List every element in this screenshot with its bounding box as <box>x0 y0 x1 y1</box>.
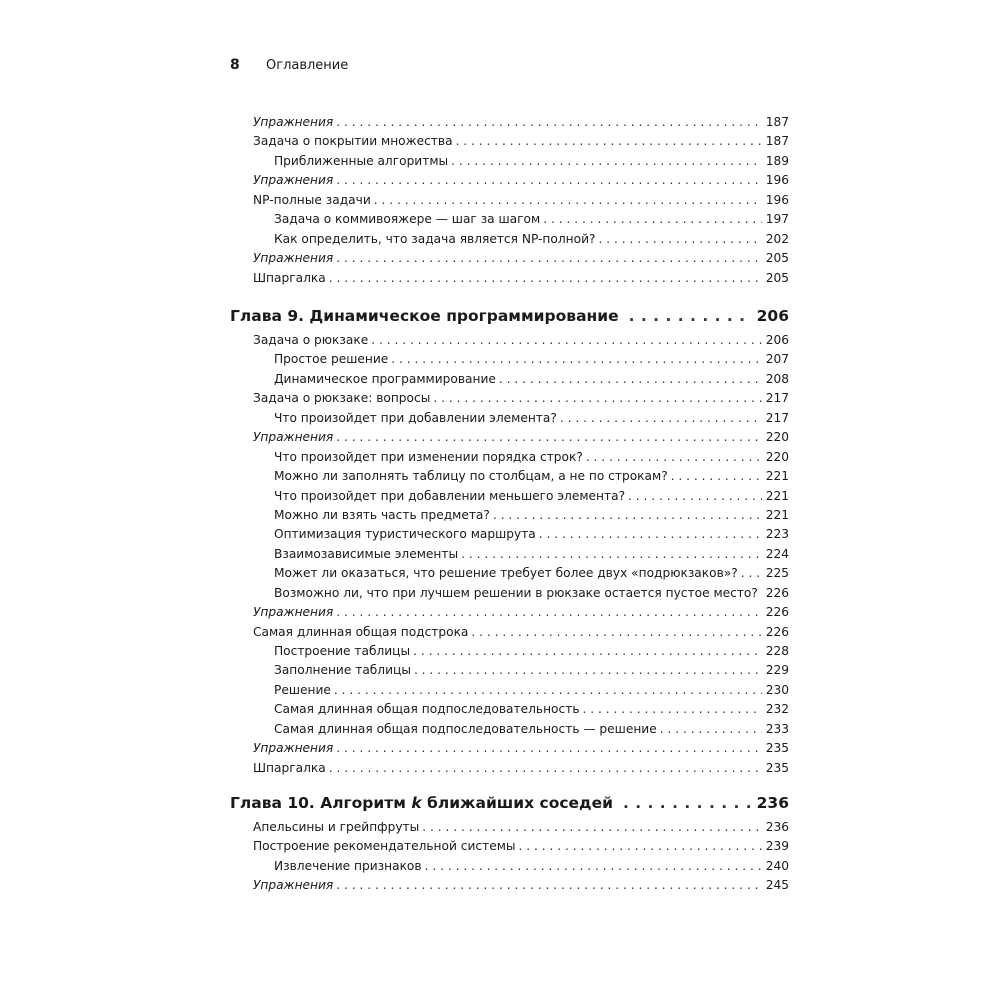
toc-entry[interactable] <box>230 171 789 190</box>
dot-leader <box>413 642 762 661</box>
entry-page: 245 <box>765 878 789 893</box>
page-number: 8 <box>230 57 240 73</box>
entry-page: 235 <box>765 741 789 756</box>
entry-title: Возможно ли, что при лучшем решении в рюкзаке остается пустое место? <box>274 585 758 600</box>
chapter-page: 206 <box>756 307 789 325</box>
entry-page: 187 <box>765 115 789 129</box>
entry-page: 221 <box>765 507 789 522</box>
entry-title: Что произойдет при добавлении меньшего элемента? <box>274 488 626 503</box>
entry-title: Взаимозависимые элементы <box>274 546 459 561</box>
entry-title: Можно ли заполнять таблицу по столбцам, а не по строкам? <box>274 469 668 484</box>
entry-title: Заполнение таблицы <box>274 663 411 678</box>
entry-title: Самая длинная общая подпоследовательность — решение <box>274 721 657 736</box>
dot-leader <box>336 428 761 447</box>
toc-entry[interactable] <box>230 525 789 544</box>
entry-page: 187 <box>765 134 789 149</box>
entry-page: 228 <box>765 644 789 658</box>
entry-title: Шпаргалка <box>253 270 326 285</box>
dot-leader <box>414 661 762 680</box>
entry-title: Апельсины и грейпфруты <box>253 820 420 834</box>
toc-entry[interactable] <box>230 331 789 350</box>
toc-entry[interactable] <box>230 191 789 210</box>
entry-page: 197 <box>765 212 789 227</box>
entry-page: 205 <box>765 270 789 285</box>
toc-entry[interactable] <box>230 467 789 486</box>
chapter-title-suffix: ближайших соседей <box>421 794 613 812</box>
entry-title: Простое решение <box>274 352 389 367</box>
toc-entry[interactable] <box>230 857 789 876</box>
toc-entry[interactable] <box>230 584 789 603</box>
entry-page: 217 <box>765 391 789 406</box>
dot-leader <box>336 739 761 758</box>
entry-page: 207 <box>765 352 789 367</box>
toc-entry[interactable] <box>230 700 789 719</box>
dot-leader <box>499 370 762 389</box>
dot-leader <box>519 837 762 856</box>
dot-leader <box>583 700 762 719</box>
entry-title: Построение таблицы <box>274 644 411 658</box>
entry-title: Задача о рюкзаке <box>253 333 369 347</box>
toc-chapter-9 <box>230 301 789 778</box>
entry-page: 230 <box>765 682 789 697</box>
toc-entry[interactable] <box>230 545 789 564</box>
entry-title: Шпаргалка <box>253 760 326 775</box>
entry-title: Что произойдет при добавлении элемента? <box>274 410 557 425</box>
chapter-title-k: k <box>411 794 422 812</box>
dot-leader <box>451 152 762 171</box>
running-title: Оглавление <box>266 58 349 73</box>
toc-chapter-10 <box>230 788 789 896</box>
dot-leader <box>336 876 761 895</box>
dot-leader <box>628 487 762 506</box>
toc-entry[interactable] <box>230 389 789 408</box>
entry-page: 220 <box>765 430 789 445</box>
toc-entry[interactable] <box>230 642 789 661</box>
toc-entry[interactable] <box>230 350 789 369</box>
dot-leader <box>598 230 761 249</box>
dot-leader <box>543 210 762 229</box>
dot-leader <box>456 132 762 151</box>
entry-page: 206 <box>765 333 789 347</box>
dot-leader <box>425 857 762 876</box>
toc-entry[interactable] <box>230 661 789 680</box>
dot-leader <box>374 191 762 210</box>
entry-page: 225 <box>765 566 789 581</box>
entry-page: 189 <box>765 153 789 168</box>
entry-title: Упражнения <box>253 605 334 620</box>
entry-page: 196 <box>765 192 789 207</box>
entry-page: 226 <box>765 624 789 639</box>
chapter-heading[interactable] <box>230 301 789 331</box>
entry-page: 226 <box>765 605 789 620</box>
toc-entry[interactable] <box>230 487 789 506</box>
entry-page: 223 <box>765 527 789 542</box>
dot-leader <box>741 564 762 583</box>
toc-entry[interactable] <box>230 506 789 525</box>
dot-leader <box>629 301 753 331</box>
dot-leader <box>371 331 762 350</box>
entry-page: 236 <box>765 820 789 834</box>
entry-title: Построение рекомендательной системы <box>253 839 516 854</box>
dot-leader <box>539 525 762 544</box>
toc-entry[interactable] <box>230 249 789 268</box>
entry-page: 217 <box>765 410 789 425</box>
entry-page: 229 <box>765 663 789 678</box>
entry-title: Решение <box>274 682 331 697</box>
dot-leader <box>391 350 761 369</box>
entry-title: Может ли оказаться, что решение требует более двух «подрюкзаков»? <box>274 566 738 581</box>
entry-page: 239 <box>765 839 789 854</box>
entry-title: Приближенные алгоритмы <box>274 153 449 168</box>
entry-title: Упражнения <box>253 115 334 129</box>
chapter-page: 236 <box>756 794 789 812</box>
dot-leader <box>336 249 761 268</box>
dot-leader <box>433 389 761 408</box>
entry-page: 235 <box>765 760 789 775</box>
toc-entry[interactable] <box>230 603 789 622</box>
toc-entry[interactable] <box>230 876 789 895</box>
entry-page: 205 <box>765 251 789 266</box>
toc-entry[interactable] <box>230 564 789 583</box>
toc-entry[interactable] <box>230 448 789 467</box>
toc-entry[interactable] <box>230 132 789 151</box>
entry-title: Задача о рюкзаке: вопросы <box>253 391 431 406</box>
entry-title: Оптимизация туристического маршрута <box>274 527 536 542</box>
toc-entry[interactable] <box>230 370 789 389</box>
chapter-title-prefix: Глава 10. Алгоритм <box>230 794 412 812</box>
dot-leader <box>422 818 761 837</box>
dot-leader <box>461 545 762 564</box>
dot-leader <box>560 409 762 428</box>
toc-entry[interactable] <box>230 428 789 447</box>
dot-leader <box>336 603 761 622</box>
toc-entry[interactable] <box>230 720 789 739</box>
chapter-title <box>230 788 623 818</box>
entry-title: Упражнения <box>253 878 334 893</box>
toc-block-continued <box>230 113 789 288</box>
entry-page: 232 <box>765 702 789 717</box>
entry-title: Самая длинная общая подстрока <box>253 624 469 639</box>
entry-title: Задача о коммивояжере — шаг за шагом <box>274 212 541 227</box>
entry-page: 208 <box>765 371 789 386</box>
entry-title: Упражнения <box>253 173 334 188</box>
toc-entry[interactable] <box>230 409 789 428</box>
toc-entry[interactable] <box>230 623 789 642</box>
toc-entry[interactable] <box>230 681 789 700</box>
dot-leader <box>671 467 762 486</box>
entry-title: Динамическое программирование <box>274 371 496 386</box>
toc-entry[interactable] <box>230 818 789 837</box>
entry-page: 224 <box>765 546 789 561</box>
entry-title: Задача о покрытии множества <box>253 134 453 149</box>
entry-page: 226 <box>765 585 789 600</box>
entry-title: Извлечение признаков <box>274 858 422 873</box>
dot-leader <box>471 623 761 642</box>
toc-entry[interactable] <box>230 152 789 171</box>
entry-page: 233 <box>765 721 789 736</box>
entry-page: 221 <box>765 488 789 503</box>
entry-title: Упражнения <box>253 251 334 266</box>
toc-entry[interactable] <box>230 759 789 778</box>
dot-leader <box>336 113 761 132</box>
dot-leader <box>660 720 762 739</box>
toc-entry[interactable] <box>230 230 789 249</box>
toc-entry[interactable] <box>230 739 789 758</box>
dot-leader <box>336 171 761 190</box>
page-header <box>230 57 348 77</box>
toc-entry[interactable] <box>230 269 789 288</box>
chapter-heading[interactable] <box>230 788 789 818</box>
toc-entry[interactable] <box>230 113 789 132</box>
entry-page: 220 <box>765 449 789 464</box>
dot-leader <box>623 788 753 818</box>
dot-leader <box>586 448 762 467</box>
entry-page: 196 <box>765 173 789 188</box>
entry-title: NP-полные задачи <box>253 192 371 207</box>
dot-leader <box>493 506 762 525</box>
entry-title: Упражнения <box>253 741 334 756</box>
entry-page: 240 <box>765 858 789 873</box>
toc-entry[interactable] <box>230 837 789 856</box>
dot-leader <box>334 681 762 700</box>
entry-page: 221 <box>765 469 789 484</box>
entry-title: Упражнения <box>253 430 334 445</box>
entry-page: 202 <box>765 231 789 246</box>
dot-leader <box>329 269 762 288</box>
entry-title: Что произойдет при изменении порядка строк? <box>274 449 583 464</box>
entry-title: Как определить, что задача является NP-полной? <box>274 231 596 246</box>
dot-leader <box>329 759 762 778</box>
entry-title: Самая длинная общая подпоследовательность <box>274 702 580 717</box>
chapter-title: Глава 9. Динамическое программирование <box>230 307 619 325</box>
entry-title: Можно ли взять часть предмета? <box>274 507 490 522</box>
toc-entry[interactable] <box>230 210 789 229</box>
